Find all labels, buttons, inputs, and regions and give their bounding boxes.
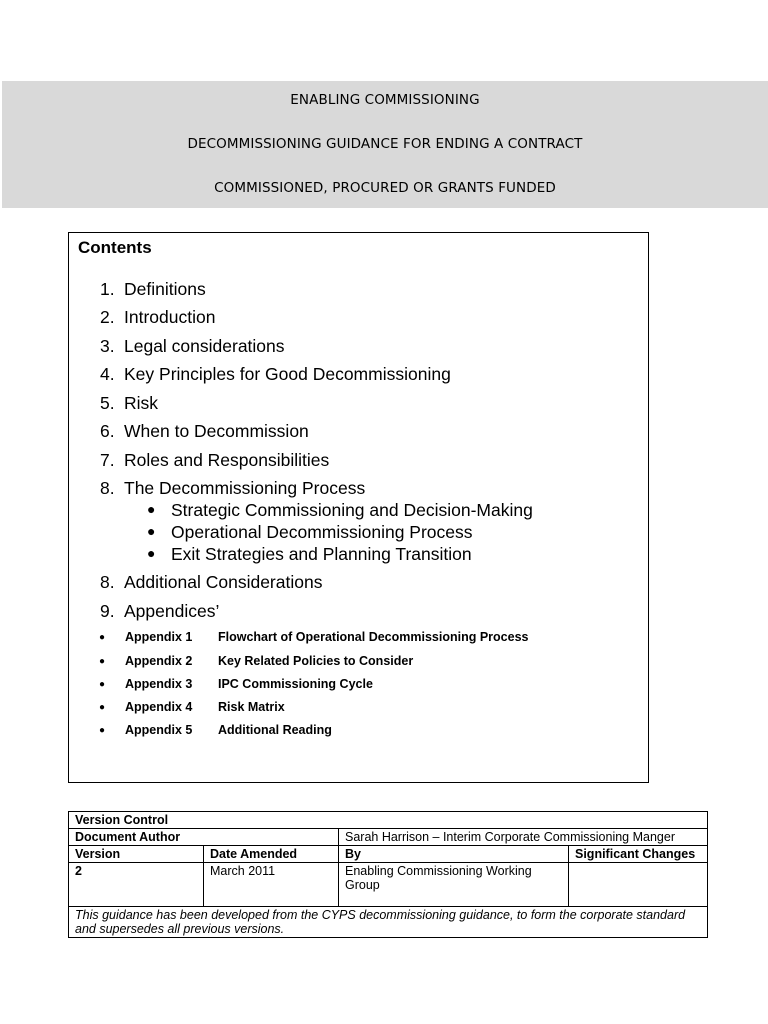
contents-title: Contents [78,238,152,257]
bullet-icon: ● [99,632,106,643]
table-row [69,829,708,846]
toc-label: Roles and Responsibilities [124,450,330,470]
toc-label: Key Principles for Good Decommissioning [124,364,451,384]
appendix-label: Appendix 5 [125,723,193,737]
column-header-date-amended: Date Amended [204,846,339,863]
toc-label: Definitions [124,279,206,299]
toc-item-risk[interactable] [100,393,158,414]
toc-item-key-principles[interactable] [100,364,451,385]
toc-sublabel: Exit Strategies and Planning Transition [171,544,472,564]
bullet-icon: ● [147,545,156,561]
bullet-icon: ● [147,501,156,517]
toc-subitem-operational[interactable] [147,522,473,543]
appendix-title: Flowchart of Operational Decommissioning Process [218,630,529,644]
appendix-item-4[interactable] [99,700,285,714]
title-banner [2,81,768,208]
appendix-item-5[interactable] [99,723,332,737]
toc-number: 5. [100,393,115,413]
appendix-item-1[interactable] [99,630,529,644]
bullet-icon: ● [99,656,106,667]
toc-item-roles[interactable] [100,450,329,471]
toc-item-additional-considerations[interactable] [100,572,322,593]
toc-number: 1. [100,279,115,299]
table-header-row [69,846,708,863]
toc-label: Legal considerations [124,336,285,356]
appendix-label: Appendix 4 [125,700,193,714]
appendix-label: Appendix 2 [125,654,193,668]
toc-sublabel: Operational Decommissioning Process [171,522,473,542]
table-row [69,812,708,829]
appendix-title: Additional Reading [218,723,332,737]
toc-label: Introduction [124,307,216,327]
bullet-icon: ● [99,679,106,690]
cell-version: 2 [69,863,204,907]
cell-significant-changes [569,863,708,907]
appendix-label: Appendix 1 [125,630,193,644]
banner-line-2: DECOMMISSIONING GUIDANCE FOR ENDING A CONTRACT [187,136,583,152]
table-row [69,863,708,907]
toc-number: 4. [100,364,115,384]
toc-number: 2. [100,307,115,327]
toc-number: 8. [100,572,115,592]
toc-item-legal-considerations[interactable] [100,336,285,357]
appendix-item-3[interactable] [99,677,373,691]
contents-box [68,232,649,783]
toc-label: When to Decommission [124,421,309,441]
toc-item-when-to-decommission[interactable] [100,421,309,442]
toc-subitem-exit-strategies[interactable] [147,544,472,565]
toc-number: 6. [100,421,115,441]
author-value: Sarah Harrison – Interim Corporate Commissioning Manger [339,829,708,846]
appendix-title: IPC Commissioning Cycle [218,677,373,691]
toc-label: The Decommissioning Process [124,478,366,498]
bullet-icon: ● [99,725,106,736]
banner-line-3: COMMISSIONED, PROCURED OR GRANTS FUNDED [214,180,556,196]
bullet-icon: ● [147,523,156,539]
version-control-heading: Version Control [69,812,708,829]
toc-item-decommissioning-process[interactable] [100,478,365,499]
appendix-item-2[interactable] [99,654,413,668]
toc-label: Additional Considerations [124,572,323,592]
version-control-table [68,811,708,938]
toc-number: 9. [100,601,115,621]
banner-line-1: ENABLING COMMISSIONING [290,92,480,108]
toc-label: Appendices’ [124,601,220,621]
toc-subitem-strategic[interactable] [147,500,533,521]
bullet-icon: ● [99,702,106,713]
appendix-title: Key Related Policies to Consider [218,654,414,668]
author-label: Document Author [69,829,339,846]
toc-number: 8. [100,478,115,498]
toc-number: 7. [100,450,115,470]
cell-date-amended: March 2011 [204,863,339,907]
toc-number: 3. [100,336,115,356]
toc-sublabel: Strategic Commissioning and Decision-Making [171,500,533,520]
appendix-title: Risk Matrix [218,700,285,714]
column-header-significant-changes: Significant Changes [569,846,708,863]
toc-label: Risk [124,393,159,413]
column-header-by: By [339,846,569,863]
toc-item-introduction[interactable] [100,307,215,328]
toc-item-definitions[interactable] [100,279,206,300]
table-row [69,907,708,938]
cell-by: Enabling Commissioning Working Group [339,863,569,907]
column-header-version: Version [69,846,204,863]
appendix-label: Appendix 3 [125,677,193,691]
guidance-note: This guidance has been developed from the CYPS decommissioning guidance, to form the corporate standard and supersedes all previous versions. [69,907,708,938]
toc-item-appendices[interactable] [100,601,219,622]
